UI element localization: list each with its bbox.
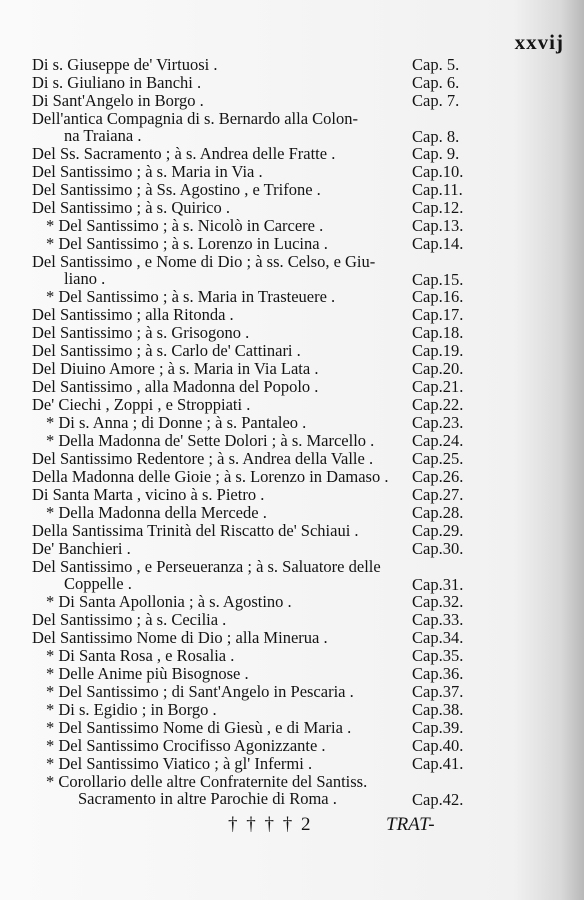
toc-entry [0,504,584,522]
toc-entry [0,378,584,396]
chapter-number: Cap.33. [412,610,464,629]
toc-entry [0,324,584,342]
entry-title [32,360,404,377]
chapter-number: Cap.18. [412,323,464,342]
entry-title-line: * Di s. Anna ; di Donne ; à s. Pantaleo . [46,413,307,432]
entry-title [46,217,418,234]
toc-entry [0,665,584,683]
chapter-number: Cap. 8. [412,127,460,146]
entry-title-line: Del Diuino Amore ; à s. Maria in Via Lata . [32,359,319,378]
chapter-number: Cap.40. [412,736,464,755]
chapter-number: Cap.22. [412,395,464,414]
entry-title-line: Del Santissimo ; à s. Maria in Via . [32,162,263,181]
entry-title [46,683,418,700]
toc-entry [0,432,584,450]
toc-entry [0,396,584,414]
entry-title-line: Del Santissimo ; à s. Grisogono . [32,323,250,342]
entry-title-line: Di Santa Marta , vicino à s. Pietro . [32,485,265,504]
entry-title [46,432,418,449]
entry-title [32,181,404,198]
chapter-number: Cap.15. [412,270,464,289]
toc-entry [0,683,584,701]
chapter-number: Cap.34. [412,628,464,647]
chapter-number: Cap.23. [412,413,464,432]
entry-title [46,647,418,664]
toc-entry [0,145,584,163]
entry-title [32,145,404,162]
chapter-number: Cap.21. [412,377,464,396]
chapter-number: Cap.41. [412,754,464,773]
signature-mark: † † † † 2 [228,814,313,835]
entry-title-line: * Di s. Egidio ; in Borgo . [46,700,217,719]
chapter-number: Cap.20. [412,359,464,378]
entry-title-line: Del Santissimo ; à s. Carlo de' Cattinari . [32,341,301,360]
chapter-number: Cap.12. [412,198,464,217]
chapter-number: Cap.19. [412,341,464,360]
entry-title [32,74,404,91]
chapter-number: Cap.16. [412,287,464,306]
entry-title [32,324,404,341]
toc-entry [0,414,584,432]
chapter-number: Cap.14. [412,234,464,253]
entry-title-line: Del Santissimo , e Nome di Dio ; à ss. Celso, e Giu- [32,252,376,271]
chapter-number: Cap.31. [412,575,464,594]
catchword: TRAT- [386,814,435,835]
toc-entry [0,611,584,629]
toc-entry [0,719,584,737]
entry-title-line: Della Madonna delle Gioie ; à s. Lorenzo in Damaso . [32,467,389,486]
entry-title [32,611,404,628]
chapter-number: Cap.27. [412,485,464,504]
toc-entry [0,110,584,145]
entry-title-line: Del Santissimo ; à Ss. Agostino , e Trifone . [32,180,321,199]
entry-title-line: * Del Santissimo ; à s. Maria in Trasteuere . [46,287,336,306]
chapter-number: Cap.13. [412,216,464,235]
entry-title-continuation: Sacramento in altre Parochie di Roma . [78,789,337,808]
entry-title-line: Di Sant'Angelo in Borgo . [32,91,204,110]
toc-entry [0,92,584,110]
entry-title [32,342,404,359]
chapter-number: Cap.42. [412,790,464,809]
entry-title [32,629,404,646]
entry-title-line: * Del Santissimo Viatico ; à gl' Infermi . [46,754,313,773]
toc-entry [0,540,584,558]
toc-entry [0,181,584,199]
entry-title [32,450,404,467]
entry-title-line: * Del Santissimo ; di Sant'Angelo in Pescaria . [46,682,354,701]
entry-title [46,414,418,431]
entry-title-line: * Del Santissimo Crocifisso Agonizzante . [46,736,326,755]
entry-title-line: Della Santissima Trinità del Riscatto de' Schiaui . [32,521,359,540]
chapter-number: Cap.11. [412,180,463,199]
chapter-number: Cap.28. [412,503,464,522]
entry-title [46,288,418,305]
chapter-number: Cap.32. [412,592,464,611]
entry-title-line: Di s. Giuliano in Banchi . [32,73,202,92]
entry-title-continuation: Coppelle . [64,574,132,593]
entry-title [46,593,418,610]
entry-title-line: Di s. Giuseppe de' Virtuosi . [32,55,218,74]
entry-title [32,558,404,592]
chapter-number: Cap.17. [412,305,464,324]
entry-title [32,306,404,323]
toc-entry [0,593,584,611]
entry-title-line: * Della Madonna della Mercede . [46,503,267,522]
entry-title-line: Del Ss. Sacramento ; à s. Andrea delle Fratte . [32,144,336,163]
chapter-number: Cap. 5. [412,55,460,74]
entry-title-line: * Della Madonna de' Sette Dolori ; à s. Marcello . [46,431,375,450]
chapter-number: Cap.39. [412,718,464,737]
entry-title [46,755,418,772]
toc-entry [0,288,584,306]
entry-title [32,163,404,180]
entry-title [46,504,418,521]
entry-title-line: Dell'antica Compagnia di s. Bernardo alla Colon- [32,109,359,128]
toc-entry [0,450,584,468]
entry-title [32,486,404,503]
chapter-number: Cap.24. [412,431,464,450]
entry-title [32,378,404,395]
toc-entry [0,486,584,504]
entry-title [46,701,418,718]
entry-title-line: * Di Santa Apollonia ; à s. Agostino . [46,592,292,611]
entry-title-line: * Delle Anime più Bisognose . [46,664,249,683]
toc-entry [0,360,584,378]
entry-title-line: * Del Santissimo Nome di Giesù , e di Maria . [46,718,352,737]
entry-title [46,719,418,736]
entry-title [46,773,418,807]
entry-title [32,92,404,109]
entry-title [46,235,418,252]
toc-entry [0,737,584,755]
entry-title-line: De' Ciechi , Zoppi , e Stroppiati . [32,395,251,414]
toc-entry [0,755,584,773]
chapter-number: Cap.25. [412,449,464,468]
toc-entry [0,199,584,217]
entry-title-line: * Di Santa Rosa , e Rosalia . [46,646,235,665]
entry-title [32,468,404,485]
entry-title-continuation: na Traiana . [64,126,142,145]
toc-entry [0,306,584,324]
toc-entry [0,522,584,540]
toc-entry [0,253,584,288]
chapter-number: Cap.26. [412,467,464,486]
entry-title-line: * Corollario delle altre Confraternite del Santiss. [46,772,368,791]
entry-title-continuation: liano . [64,269,106,288]
toc-entry [0,558,584,593]
entry-title [46,737,418,754]
toc-entry [0,701,584,719]
chapter-number: Cap. 9. [412,144,460,163]
entry-title [32,110,404,144]
entry-title-line: Del Santissimo ; à s. Cecilia . [32,610,227,629]
toc-entry [0,342,584,360]
chapter-number: Cap.35. [412,646,464,665]
entry-title-line: Del Santissimo Redentore ; à s. Andrea della Valle . [32,449,374,468]
chapter-number: Cap. 6. [412,73,460,92]
toc-entry [0,217,584,235]
toc-entry [0,56,584,74]
entry-title [32,253,404,287]
entry-title-line: * Del Santissimo ; à s. Lorenzo in Lucina . [46,234,328,253]
chapter-number: Cap.38. [412,700,464,719]
entry-title-line: Del Santissimo , e Perseueranza ; à s. Saluatore delle [32,557,381,576]
toc-entry [0,468,584,486]
entry-title-line: * Del Santissimo ; à s. Nicolò in Carcere . [46,216,324,235]
chapter-number: Cap.36. [412,664,464,683]
entry-title-line: Del Santissimo ; à s. Quirico . [32,198,230,217]
toc-entry [0,235,584,253]
toc-entry [0,629,584,647]
chapter-number: Cap.30. [412,539,464,558]
table-of-contents [0,56,584,808]
toc-entry [0,647,584,665]
entry-title [46,665,418,682]
entry-title-line: Del Santissimo , alla Madonna del Popolo . [32,377,319,396]
entry-title-line: De' Banchieri . [32,539,131,558]
entry-title-line: Del Santissimo ; alla Ritonda . [32,305,234,324]
toc-entry [0,773,584,808]
entry-title [32,56,404,73]
chapter-number: Cap.10. [412,162,464,181]
entry-title [32,522,404,539]
entry-title-line: Del Santissimo Nome di Dio ; alla Minerua . [32,628,328,647]
entry-title [32,199,404,216]
chapter-number: Cap.29. [412,521,464,540]
entry-title [32,540,404,557]
page-number: xxvij [514,30,564,54]
chapter-number: Cap. 7. [412,91,460,110]
toc-entry [0,74,584,92]
entry-title [32,396,404,413]
chapter-number: Cap.37. [412,682,464,701]
page-footer [0,814,584,838]
toc-entry [0,163,584,181]
